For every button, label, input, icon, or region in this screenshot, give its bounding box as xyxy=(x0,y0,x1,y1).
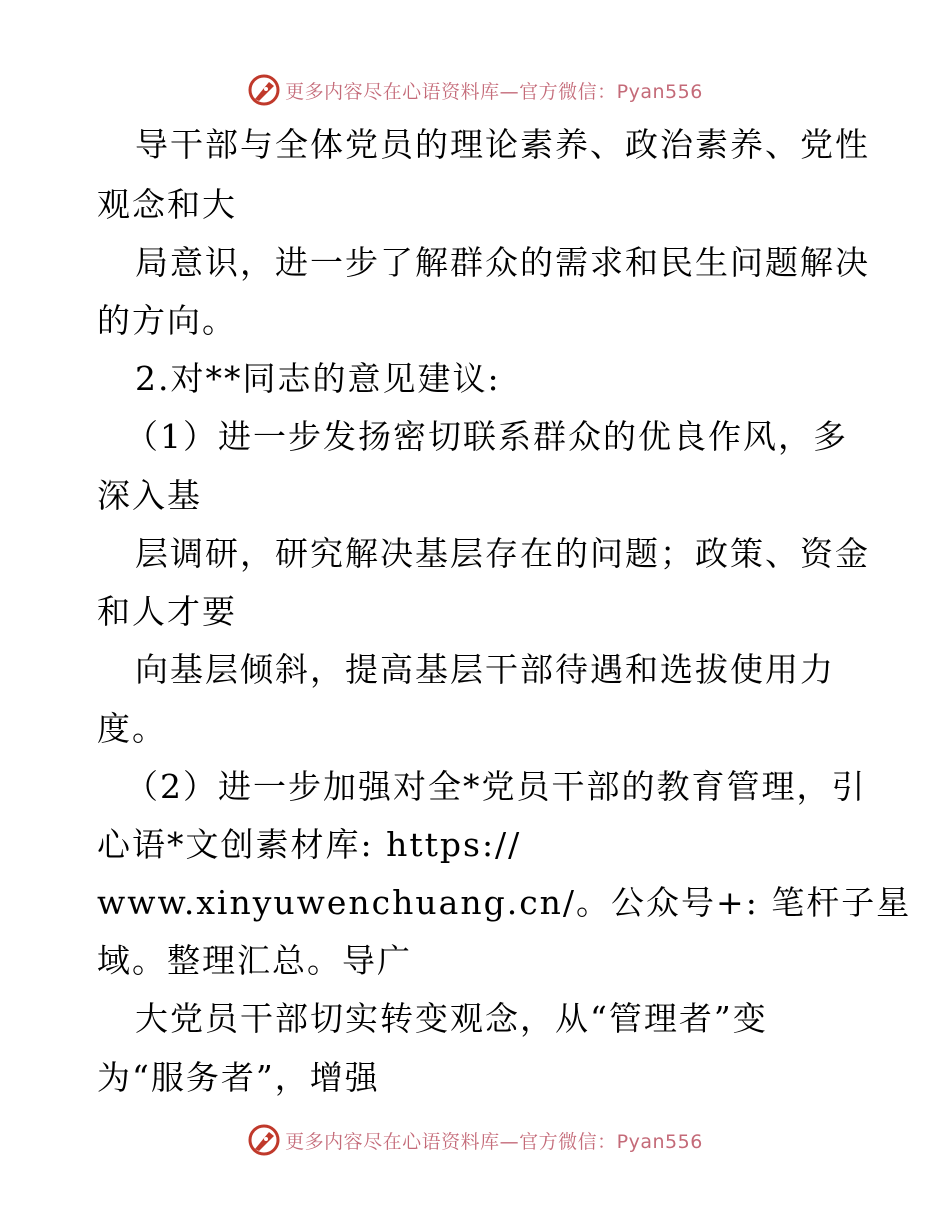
pen-nib-circle-icon xyxy=(247,73,281,107)
watermark-footer xyxy=(0,1120,950,1160)
watermark-text: 更多内容尽在心语资料库—官方微信：Pyan556 xyxy=(285,1130,703,1153)
pen-nib-circle-icon xyxy=(247,1123,281,1157)
text-line: 心语*文创素材库: https:// xyxy=(97,825,522,864)
watermark-text: 更多内容尽在心语资料库—官方微信：Pyan556 xyxy=(285,80,703,103)
text-line: 和人才要 xyxy=(97,592,237,631)
text-line: 的方向。 xyxy=(97,301,237,340)
text-line: 观念和大 xyxy=(97,185,237,224)
text-line: www.xinyuwenchuang.cn/。公众号+: 笔杆子星 xyxy=(97,883,912,922)
text-line: 向基层倾斜，提高基层干部待遇和选拔使用力 xyxy=(135,650,835,689)
watermark-header xyxy=(0,70,950,110)
text-line: （2）进一步加强对全*党员干部的教育管理，引 xyxy=(125,767,867,806)
text-line: 2.对**同志的意见建议: xyxy=(135,359,501,398)
text-line: （1）进一步发扬密切联系群众的优良作风，多 xyxy=(125,417,848,456)
text-line: 深入基 xyxy=(97,476,202,515)
text-line: 为“服务者”，增强 xyxy=(97,1058,380,1097)
text-line: 导干部与全体党员的理论素养、政治素养、党性 xyxy=(135,125,870,164)
text-line: 层调研，研究解决基层存在的问题；政策、资金 xyxy=(135,534,870,573)
text-line: 域。整理汇总。导广 xyxy=(97,941,412,980)
text-line: 度。 xyxy=(97,709,167,748)
text-line: 大党员干部切实转变观念，从“管理者”变 xyxy=(135,999,768,1038)
text-line: 局意识，进一步了解群众的需求和民生问题解决 xyxy=(135,243,870,282)
